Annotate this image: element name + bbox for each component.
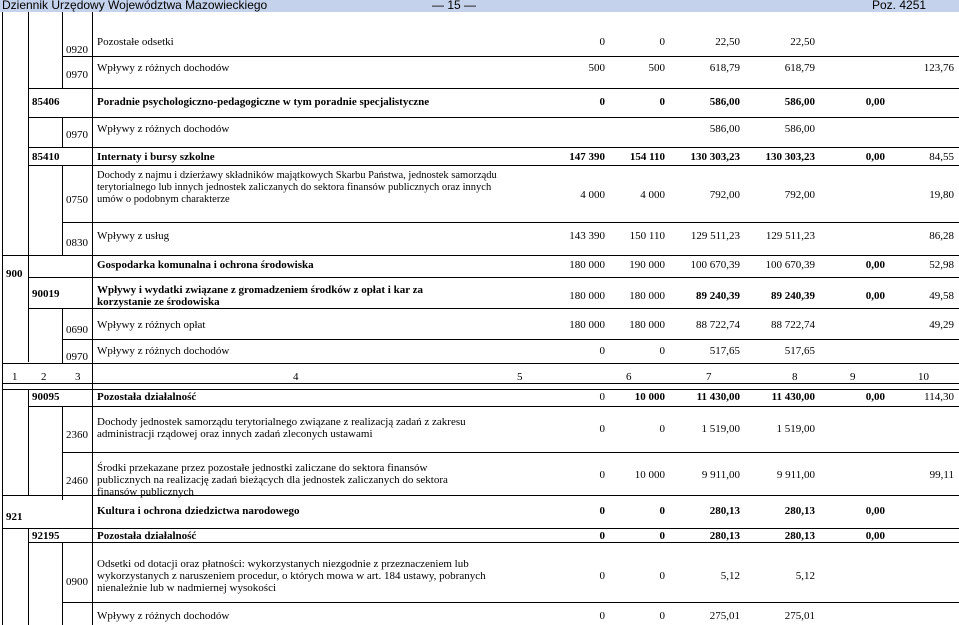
cell-percent: 84,55 bbox=[929, 151, 954, 163]
table-border-left bbox=[2, 12, 3, 625]
cell-plan: 147 390 bbox=[569, 151, 605, 163]
row-description: Gospodarka komunalna i ochrona środowiska bbox=[97, 259, 314, 271]
cell-plan: 0 bbox=[599, 570, 605, 582]
cell-plan-after: 190 000 bbox=[629, 259, 665, 271]
row-rule bbox=[28, 542, 959, 543]
chapter-code: 85410 bbox=[32, 151, 60, 163]
cell-percent: 123,76 bbox=[923, 62, 954, 74]
cell-plan: 180 000 bbox=[569, 319, 605, 331]
cell-plan-after: 0 bbox=[659, 423, 665, 435]
row-rule bbox=[28, 147, 959, 148]
row-description: Dochody jednostek samorządu terytorialnego związane z realizacją zadań z zakresu administracji rządowej oraz innych zadań zleconych ustawami bbox=[97, 416, 466, 440]
row-rule bbox=[28, 277, 959, 278]
cell-receipts: 129 511,23 bbox=[765, 230, 815, 242]
column-number: 5 bbox=[517, 371, 523, 383]
col-rule bbox=[28, 12, 29, 362]
cell-plan-after: 0 bbox=[659, 570, 665, 582]
cell-plan: 0 bbox=[599, 530, 605, 542]
cell-plan-after: 0 bbox=[659, 530, 665, 542]
cell-receipts: 5,12 bbox=[795, 570, 815, 582]
cell-arrears: 0,00 bbox=[865, 96, 885, 108]
cell-execution: 129 511,23 bbox=[690, 230, 740, 242]
cell-receipts: 275,01 bbox=[784, 610, 815, 622]
cell-receipts: 88 722,74 bbox=[771, 319, 815, 331]
row-rule bbox=[28, 165, 959, 166]
cell-plan-after: 500 bbox=[648, 62, 665, 74]
cell-execution: 586,00 bbox=[709, 96, 740, 108]
journal-title: Dziennik Urzędowy Województwa Mazowieckiego bbox=[2, 0, 268, 12]
row-description: Odsetki od dotacji oraz płatności: wykorzystanych niezgodnie z przeznaczeniem lub wykorzystanych z naruszeniem procedur, o których mowa w art. 184 ustawy, pobranych nienależnie lub w nadmiernej wysokości bbox=[97, 558, 486, 594]
row-description: Poradnie psychologiczno-pedagogiczne w tym poradnie specjalistyczne bbox=[97, 96, 430, 108]
cell-percent: 49,29 bbox=[929, 319, 954, 331]
row-description: Kultura i ochrona dziedzictwa narodowego bbox=[97, 505, 300, 517]
cell-execution: 100 670,39 bbox=[690, 259, 740, 271]
column-number: 6 bbox=[626, 371, 632, 383]
cell-execution: 130 303,23 bbox=[690, 151, 740, 163]
cell-execution: 9 911,00 bbox=[701, 469, 740, 481]
cell-plan-after: 0 bbox=[659, 505, 665, 517]
row-description: Pozostałe odsetki bbox=[97, 36, 174, 48]
cell-arrears: 0,00 bbox=[865, 530, 885, 542]
row-description: Pozostała działalność bbox=[97, 391, 197, 403]
column-number: 1 bbox=[12, 371, 18, 383]
cell-execution: 1 519,00 bbox=[701, 423, 740, 435]
cell-percent: 99,11 bbox=[929, 469, 954, 481]
cell-percent: 19,80 bbox=[929, 189, 954, 201]
row-rule bbox=[62, 452, 959, 453]
cell-plan-after: 180 000 bbox=[629, 319, 665, 331]
cell-plan: 0 bbox=[599, 505, 605, 517]
column-number: 2 bbox=[41, 371, 47, 383]
division-code: 921 bbox=[6, 511, 23, 523]
cell-plan-after: 0 bbox=[659, 345, 665, 357]
row-rule bbox=[2, 383, 959, 384]
row-rule bbox=[28, 88, 959, 89]
cell-plan: 0 bbox=[599, 610, 605, 622]
row-description: Wpływy z różnych dochodów bbox=[97, 123, 230, 135]
cell-execution: 88 722,74 bbox=[696, 319, 740, 331]
cell-plan: 180 000 bbox=[569, 259, 605, 271]
cell-arrears: 0,00 bbox=[865, 259, 885, 271]
cell-execution: 280,13 bbox=[709, 505, 740, 517]
paragraph-code: 0900 bbox=[66, 576, 88, 588]
row-rule bbox=[2, 363, 959, 364]
column-number: 7 bbox=[706, 371, 712, 383]
paragraph-code: 0830 bbox=[66, 237, 88, 249]
cell-execution: 89 240,39 bbox=[696, 290, 740, 302]
cell-execution: 5,12 bbox=[720, 570, 740, 582]
row-description: Wpływy z usług bbox=[97, 230, 170, 242]
cell-receipts: 517,65 bbox=[784, 345, 815, 357]
column-number: 4 bbox=[293, 371, 299, 383]
cell-receipts: 618,79 bbox=[784, 62, 815, 74]
division-code: 900 bbox=[6, 268, 23, 280]
cell-execution: 11 430,00 bbox=[696, 391, 740, 403]
row-description: Dochody z najmu i dzierżawy składników majątkowych Skarbu Państwa, jednostek samorządu terytorialnego lub innych jednostek zaliczanych do sektora finansów publicznych oraz innych umów o podobnym charakterze bbox=[97, 170, 497, 205]
cell-plan: 180 000 bbox=[569, 290, 605, 302]
cell-execution: 586,00 bbox=[709, 123, 740, 135]
cell-plan: 0 bbox=[599, 423, 605, 435]
row-rule bbox=[28, 406, 959, 407]
cell-arrears: 0,00 bbox=[865, 505, 885, 517]
paragraph-code: 0970 bbox=[66, 351, 88, 363]
cell-plan-after: 10 000 bbox=[634, 391, 665, 403]
paragraph-code: 0750 bbox=[66, 194, 88, 206]
cell-plan-after: 0 bbox=[659, 610, 665, 622]
row-rule bbox=[2, 389, 959, 390]
cell-receipts: 280,13 bbox=[784, 530, 815, 542]
row-description: Wpływy i wydatki związane z gromadzeniem środków z opłat i kar za korzystanie ze środowiska bbox=[97, 284, 424, 308]
cell-receipts: 130 303,23 bbox=[765, 151, 815, 163]
cell-plan-after: 4 000 bbox=[640, 189, 665, 201]
column-number: 3 bbox=[75, 371, 81, 383]
cell-percent: 49,58 bbox=[929, 290, 954, 302]
column-number: 8 bbox=[792, 371, 798, 383]
row-rule bbox=[28, 117, 959, 118]
cell-receipts: 586,00 bbox=[784, 96, 815, 108]
row-rule bbox=[62, 602, 959, 603]
paragraph-code: 0970 bbox=[66, 129, 88, 141]
chapter-code: 92195 bbox=[32, 530, 60, 542]
row-rule bbox=[62, 56, 959, 57]
row-description: Wpływy z różnych dochodów bbox=[97, 345, 230, 357]
row-description: Wpływy z różnych dochodów bbox=[97, 62, 230, 74]
cell-execution: 275,01 bbox=[709, 610, 740, 622]
row-description: Wpływy z różnych opłat bbox=[97, 319, 206, 331]
col-rule bbox=[28, 389, 29, 495]
cell-percent: 52,98 bbox=[929, 259, 954, 271]
chapter-code: 90019 bbox=[32, 288, 60, 300]
row-rule bbox=[2, 528, 959, 529]
row-rule bbox=[62, 222, 959, 223]
col-rule bbox=[92, 12, 93, 625]
row-rule bbox=[28, 308, 959, 309]
cell-arrears: 0,00 bbox=[865, 151, 885, 163]
cell-receipts: 100 670,39 bbox=[765, 259, 815, 271]
cell-execution: 618,79 bbox=[709, 62, 740, 74]
cell-percent: 86,28 bbox=[929, 230, 954, 242]
cell-receipts: 586,00 bbox=[784, 123, 815, 135]
paragraph-code: 0920 bbox=[66, 44, 88, 56]
chapter-code: 85406 bbox=[32, 96, 60, 108]
cell-arrears: 0,00 bbox=[865, 391, 885, 403]
cell-plan-after: 0 bbox=[659, 96, 665, 108]
cell-plan: 0 bbox=[599, 391, 605, 403]
cell-receipts: 22,50 bbox=[790, 36, 815, 48]
row-rule bbox=[62, 339, 959, 340]
cell-plan-after: 10 000 bbox=[634, 469, 665, 481]
paragraph-code: 0690 bbox=[66, 324, 88, 336]
cell-plan: 143 390 bbox=[569, 230, 605, 242]
cell-receipts: 1 519,00 bbox=[776, 423, 815, 435]
cell-execution: 792,00 bbox=[709, 189, 740, 201]
cell-plan: 500 bbox=[588, 62, 605, 74]
row-description: Internaty i bursy szkolne bbox=[97, 151, 215, 163]
cell-execution: 280,13 bbox=[709, 530, 740, 542]
cell-plan: 0 bbox=[599, 96, 605, 108]
paragraph-code: 2460 bbox=[66, 475, 88, 487]
chapter-code: 90095 bbox=[32, 391, 60, 403]
cell-plan-after: 154 110 bbox=[629, 151, 665, 163]
cell-plan: 0 bbox=[599, 36, 605, 48]
cell-receipts: 11 430,00 bbox=[771, 391, 815, 403]
cell-arrears: 0,00 bbox=[865, 290, 885, 302]
cell-execution: 22,50 bbox=[715, 36, 740, 48]
cell-plan: 4 000 bbox=[580, 189, 605, 201]
cell-plan-after: 150 110 bbox=[629, 230, 665, 242]
cell-receipts: 792,00 bbox=[784, 189, 815, 201]
cell-plan-after: 180 000 bbox=[629, 290, 665, 302]
row-description: Wpływy z różnych dochodów bbox=[97, 610, 230, 622]
cell-receipts: 89 240,39 bbox=[771, 290, 815, 302]
paragraph-code: 2360 bbox=[66, 429, 88, 441]
page-number: — 15 — bbox=[432, 0, 477, 12]
cell-plan: 0 bbox=[599, 469, 605, 481]
cell-plan: 0 bbox=[599, 345, 605, 357]
row-description: Środki przekazane przez pozostałe jednostki zaliczane do sektora finansów publicznych na realizację zadań bieżących dla jednostek zaliczanych do sektora finansów publicznych bbox=[97, 462, 448, 498]
column-number: 9 bbox=[850, 371, 856, 383]
cell-execution: 517,65 bbox=[709, 345, 740, 357]
cell-receipts: 9 911,00 bbox=[776, 469, 815, 481]
column-number: 10 bbox=[918, 371, 929, 383]
row-description: Pozostała działalność bbox=[97, 530, 197, 542]
cell-plan-after: 0 bbox=[659, 36, 665, 48]
position-number: Poz. 4251 bbox=[872, 0, 927, 12]
paragraph-code: 0970 bbox=[66, 69, 88, 81]
row-rule bbox=[2, 255, 959, 256]
cell-receipts: 280,13 bbox=[784, 505, 815, 517]
cell-percent: 114,30 bbox=[924, 391, 954, 403]
